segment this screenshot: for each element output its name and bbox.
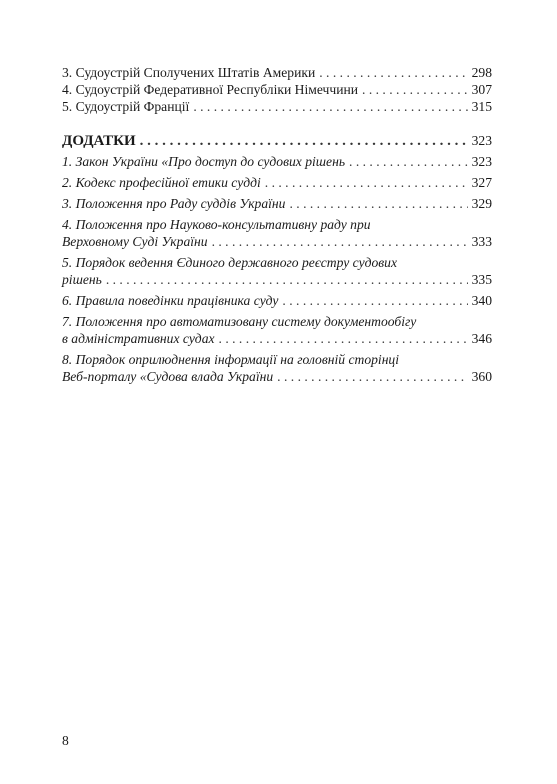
dot-leader (282, 292, 467, 309)
toc-entry-title: 3. Положення про Раду суддів України (62, 196, 286, 211)
dot-leader (277, 368, 467, 385)
toc-entry-title: 4. Судоустрій Федеративної Республіки Німеччини (62, 82, 359, 97)
toc-entry-page: 315 (471, 99, 492, 114)
toc-entry-title-line1: 8. Порядок оприлюднення інформації на головній сторінці (62, 352, 400, 367)
toc-entry-title: 3. Судоустрій Сполучених Штатів Америки (62, 65, 316, 80)
toc-entry-page: 346 (471, 331, 492, 346)
toc-appendix-entry-4 (62, 216, 492, 250)
toc-entry-germany (62, 81, 492, 98)
toc-entry-page: 335 (471, 272, 492, 287)
dot-leader (289, 195, 467, 212)
dot-leader (319, 64, 467, 81)
toc-entry-title: 1. Закон України «Про доступ до судових рішень (62, 154, 346, 169)
toc-appendix-entry-8 (62, 351, 492, 385)
dot-leader (265, 174, 468, 191)
toc-appendix-entry-5 (62, 254, 492, 288)
toc-entry-page: 327 (471, 175, 492, 190)
toc-entry-title: Веб-порталу «Судова влада України (62, 369, 274, 384)
toc-entry-page: 329 (471, 196, 492, 211)
toc-entry-title-line1: 5. Порядок ведення Єдиного державного реєстру судових (62, 255, 397, 270)
dot-leader (193, 98, 467, 115)
toc-entry-title: в адміністративних судах (62, 331, 215, 346)
toc-appendix-entry-6 (62, 292, 492, 309)
toc-entry-page: 307 (471, 82, 492, 97)
toc-entry-title: 6. Правила поведінки працівника суду (62, 293, 279, 308)
toc-appendix-entry-3 (62, 195, 492, 212)
toc-appendix-entry-1 (62, 153, 492, 170)
toc-entry-title-line1: 4. Положення про Науково-консультативну раду при (62, 217, 371, 232)
dot-leader (106, 271, 468, 288)
appendix-heading (62, 132, 492, 150)
dot-leader (212, 233, 468, 250)
toc-entry-title: рішень (62, 272, 102, 287)
table-of-contents (62, 64, 492, 389)
toc-entry-page: 340 (471, 293, 492, 308)
toc-entry-title: 5. Судоустрій Франції (62, 99, 190, 114)
appendix-heading-page: 323 (471, 133, 492, 148)
dot-leader (349, 153, 468, 170)
toc-entry-page: 323 (471, 154, 492, 169)
appendix-heading-title: ДОДАТКИ (62, 133, 136, 149)
toc-appendix-entry-7 (62, 313, 492, 347)
toc-entry-page: 360 (471, 369, 492, 384)
toc-entry-usa (62, 64, 492, 81)
toc-entry-page: 298 (471, 65, 492, 80)
page-number: 8 (62, 733, 69, 748)
toc-entry-title: 2. Кодекс професійної етики судді (62, 175, 261, 190)
toc-entry-title-line1: 7. Положення про автоматизовану систему документообігу (62, 314, 417, 329)
toc-appendix-entry-2 (62, 174, 492, 191)
toc-entry-title: Верховному Суді України (62, 234, 208, 249)
toc-entry-france (62, 98, 492, 115)
toc-entry-page: 333 (471, 234, 492, 249)
dot-leader (140, 133, 468, 150)
dot-leader (362, 81, 468, 98)
dot-leader (219, 330, 468, 347)
